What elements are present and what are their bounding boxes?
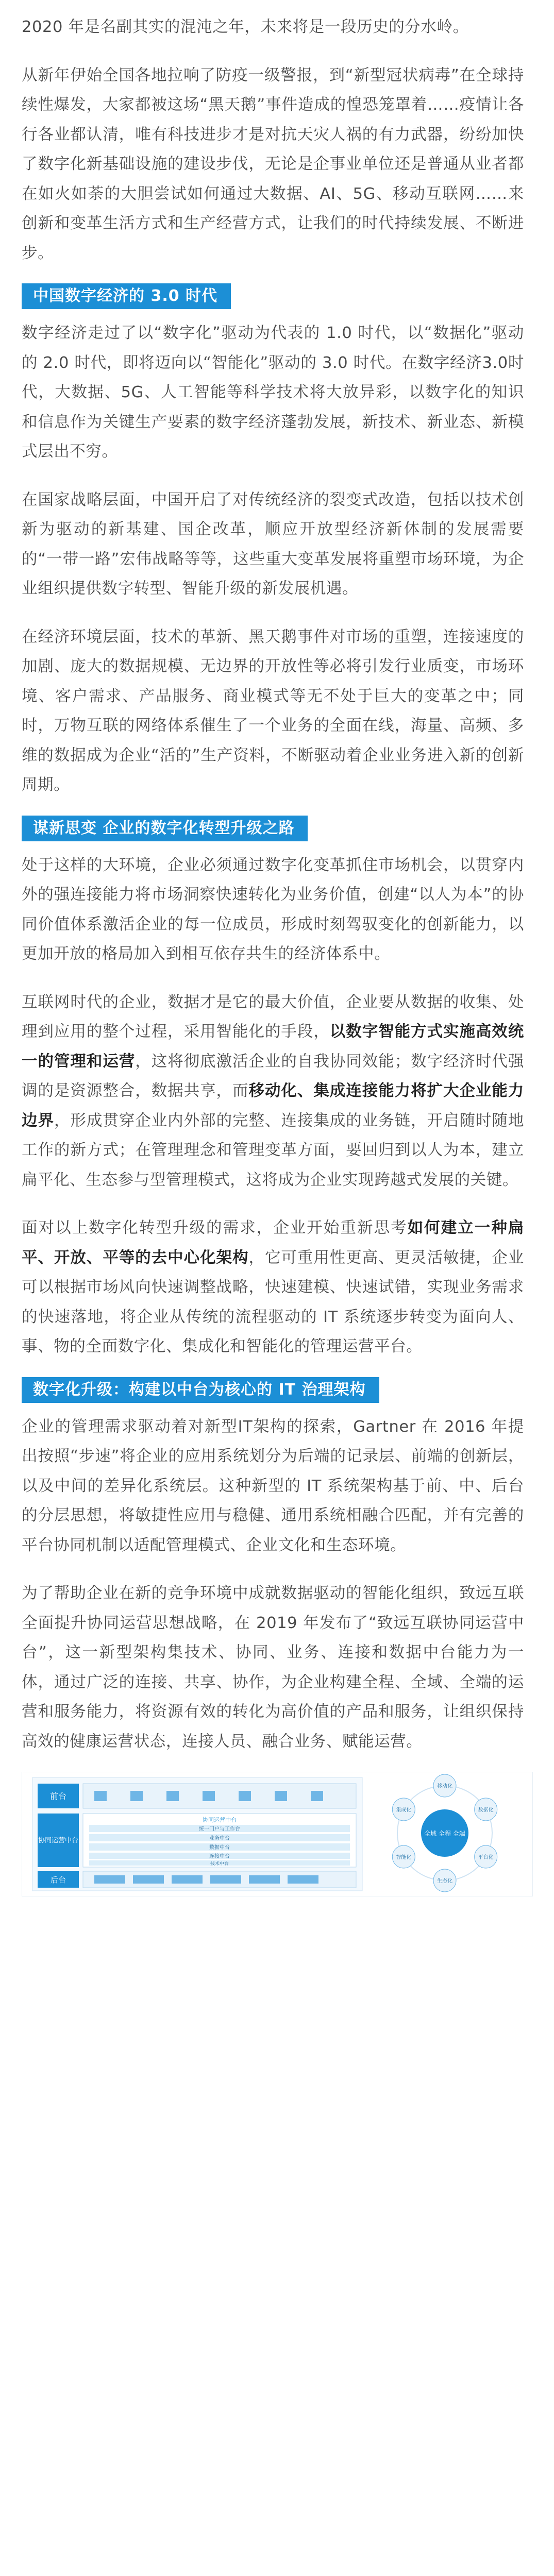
paragraph-economic-environment: 在经济环境层面，技术的革新、黑天鹅事件对市场的重塑，连接速度的加剧、庞大的数据规模、无边界的开放性等必将引发行业质变，市场环境、客户需求、产品服务、商业模式等无不处于巨大的变革之中；同时，万物互联的网络体系催生了一个业务的全面在线，海量、高频、多维的数据成为企业“活的”生产资料，不断驱动着企业业务进入新的创新周期。	[22, 628, 524, 794]
back-layer-label: 后台	[50, 1875, 66, 1885]
app-icon	[166, 1791, 179, 1801]
orbit-node-label: 集成化	[396, 1807, 412, 1813]
architecture-figure	[22, 1772, 533, 1896]
front-layer-label: 前台	[49, 1791, 67, 1801]
text-span: 面对以上数字化转型升级的需求，企业开始重新思考	[22, 1219, 408, 1237]
architecture-diagram	[22, 1772, 532, 1896]
system-block	[172, 1875, 203, 1884]
app-icon	[311, 1791, 323, 1801]
middle-center-title: 协同运营中台	[203, 1817, 237, 1823]
bold-text: 如何建立一种扁平、开放、平等的去中心化架构	[22, 1219, 524, 1267]
paragraph-national-strategy: 在国家战略层面，中国开启了对传统经济的裂变式改造，包括以技术创新为驱动的新基建、国企改革，顺应开放型经济新体制的发展需要的“一带一路”宏伟战略等等，这些重大变革发展将重塑市场环境，为企业组织提供数字转型、智能升级的新发展机遇。	[22, 490, 524, 598]
app-icon	[203, 1791, 215, 1801]
middle-row-connect-label: 连接中台	[209, 1854, 230, 1859]
text-span: ，形成贯穿企业内外部的完整、连接集成的业务链，开启随时随地工作的新方式；在管理理念和管理变革方面，要回归到以人为本，建立扁平化、生态参与型管理模式，这将成为企业实现跨越式发展的关键。	[22, 1111, 525, 1189]
paragraph-seeyon: 为了帮助企业在新的竞争环境中成就数据驱动的智能化组织，致远互联全面提升协同运营思想战略，在 2019 年发布了“致远互联协同运营中台”，这一新型架构集技术、协同、业务、连接和数据中台能力为一体，通过广泛的连接、共享、协作，为企业构建全程、全域、全端的运营和服务能力，将资源有效的转化为高价值的产品和服务，让组织保持高效的健康运营状态，连接人员、融合业务、赋能运营。	[22, 1584, 524, 1751]
app-icon	[275, 1791, 287, 1801]
orbit-node-label: 智能化	[396, 1855, 412, 1860]
paragraph-internet-era	[22, 988, 524, 1195]
paragraph-economy-3-0: 数字经济走过了以“数字化”驱动为代表的 1.0 时代，以“数据化”驱动的 2.0 时代，即将迈向以“智能化”驱动的 3.0 时代。在数字经济3.0时代，大数据、5G、人工智能等科学技术将大放异彩，以数字化的知识和信息作为关键生产要素的数字经济蓬勃发展，新技术、新业态、新模式层出不穷。	[22, 324, 524, 461]
orbit-node-label: 生态化	[437, 1878, 452, 1884]
section-heading-transformation: 谋新思变 企业的数字化转型升级之路	[22, 816, 308, 841]
bold-text: 移动化、集成连接能力将扩大企业能力边界	[22, 1082, 524, 1130]
text-span: ，这将彻底激活企业的自我协同效能；数字经济时代强调的是资源整合，数据共享，而	[22, 1052, 524, 1100]
system-block	[210, 1875, 241, 1884]
bold-text: 以数字智能方式实施高效统一的管理和运营	[22, 1023, 524, 1071]
orbit-node-label: 数据化	[478, 1807, 494, 1813]
app-icon	[130, 1791, 143, 1801]
text-span: 互联网时代的企业，数据才是它的最大价值，企业要从数据的收集、处理到应用的整个过程，采用智能化的手段，	[22, 993, 524, 1041]
middle-row-tech-label: 技术中台	[210, 1861, 229, 1867]
section-heading-it-architecture: 数字化升级：构建以中台为核心的 IT 治理架构	[22, 1377, 379, 1403]
orbit-node-label: 平台化	[478, 1855, 494, 1860]
app-icon	[239, 1791, 251, 1801]
system-block	[94, 1875, 125, 1884]
paragraph-pandemic: 从新年伊始全国各地拉响了防疫一级警报，到“新型冠状病毒”在全球持续性爆发，大家都被这场“黑天鹅”事件造成的惶恐笼罩着……疫情让各行各业都认清，唯有科技进步才是对抗天灾人祸的有力武器，纷纷加快了数字化新基础设施的建设步伐，无论是企事业单位还是普通从业者都在如火如荼的大胆尝试如何通过大数据、AI、5G、移动互联网……来创新和变革生活方式和生产经营方式，让我们的时代持续发展、不断进步。	[22, 66, 524, 262]
paragraph-intro: 2020 年是名副其实的混沌之年，未来将是一段历史的分水岭。	[22, 18, 469, 36]
paragraph-gartner: 企业的管理需求驱动着对新型IT架构的探索，Gartner 在 2016 年提出按照“步速”将企业的应用系统划分为后端的记录层、前端的创新层，以及中间的差异化系统层。这种新型的 IT 系统架构基于前、中、后台的分层思想，将敏捷性应用与稳健、通用系统相融合匹配，并有完善的平台协同机制以适配管理模式、企业文化和生态环境。	[22, 1417, 524, 1554]
middle-row-business-label: 业务中台	[209, 1836, 230, 1841]
system-block	[288, 1875, 318, 1884]
section-heading-digital-economy: 中国数字经济的 3.0 时代	[22, 283, 231, 309]
paragraph-enterprise-change: 处于这样的大环境，企业必须通过数字化变革抓住市场机会，以贯穿内外的强连接能力将市场洞察快速转化为业务价值，创建“以人为本”的协同价值体系激活企业的每一位成员，形成时刻驾驭变化的创新能力，以更加开放的格局加入到相互依存共生的经济体系中。	[22, 856, 524, 963]
app-icon	[94, 1791, 107, 1801]
middle-layer-label: 协同运营中台	[38, 1837, 79, 1844]
middle-row-portal-label: 统一门户与工作台	[199, 1826, 240, 1832]
center-circle-label: 全域 全程 全端	[424, 1830, 465, 1837]
orbit-node-label: 移动化	[437, 1784, 452, 1789]
paragraph-decentralized	[22, 1213, 524, 1362]
middle-row-data-label: 数据中台	[209, 1845, 230, 1851]
text-span: ，它可重用性更高、更灵活敏捷，企业可以根据市场风向快速调整战略，快速建模、快速试错，实现业务需求的快速落地，将企业从传统的流程驱动的 IT 系统逐步转变为面向人、事、物的全面数字化、集成化和智能化的管理运营平台。	[22, 1248, 524, 1355]
system-block	[249, 1875, 280, 1884]
system-block	[133, 1875, 164, 1884]
